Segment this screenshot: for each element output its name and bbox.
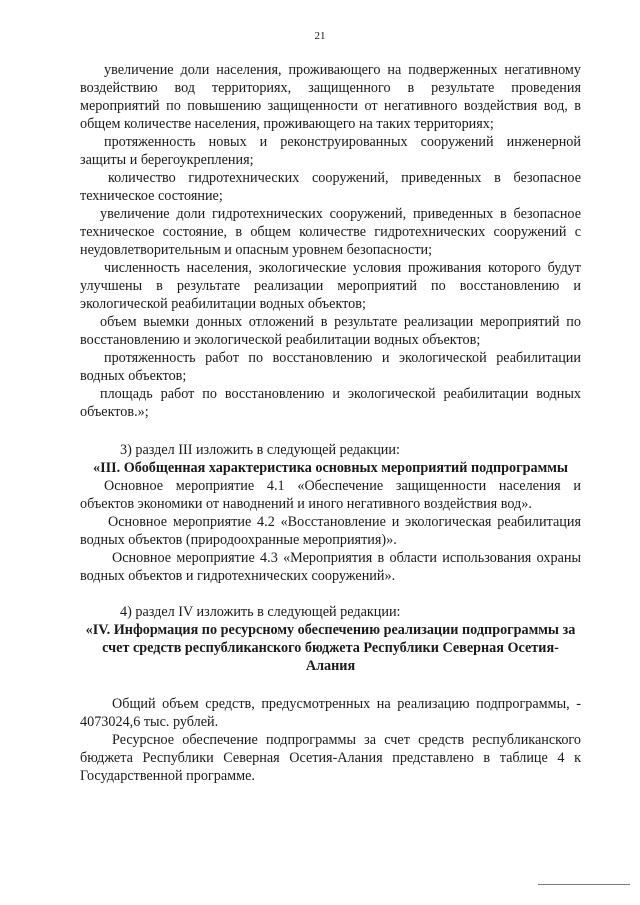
section4-resource-provision: Ресурсное обеспечение подпрограммы за счет средств республиканского бюджета Республики Северная Осетия-Алания представлено в таблице 4 к Государственной программе. xyxy=(80,732,581,784)
paragraph-works-area: площадь работ по восстановлению и экологической реабилитации водных объектов.»; xyxy=(80,386,581,420)
paragraph-population-count: численность населения, экологические условия проживания которого будут улучшены в результате реализации мероприятий по восстановлению и экологической реабилитации водных объектов; xyxy=(80,260,581,312)
paragraph-structures-count: количество гидротехнических сооружений, приведенных в безопасное техническое состояние; xyxy=(80,170,581,204)
section3-item-4-1: Основное мероприятие 4.1 «Обеспечение защищенности населения и объектов экономики от наводнений и иного негативного воздействия вод». xyxy=(80,478,581,512)
section3-item-4-3: Основное мероприятие 4.3 «Мероприятия в области использования охраны водных объектов и гидротехнических сооружений». xyxy=(80,550,581,584)
paragraph-works-length: протяженность работ по восстановлению и экологической реабилитации водных объектов; xyxy=(80,350,581,384)
section3-heading: «III. Обобщенная характеристика основных мероприятий подпрограммы xyxy=(93,460,568,476)
document-body xyxy=(80,61,581,785)
paragraph-population-share: увеличение доли населения, проживающего на подверженных негативному воздействию вод территориях, защищенного в результате проведения мероприятий по повышению защищенности от негативного воздействия вод, в общем количестве населения, проживающего на таких территориях; xyxy=(80,62,581,132)
section3-item-4-2: Основное мероприятие 4.2 «Восстановление и экологическая реабилитация водных объектов (природоохранные мероприятия)». xyxy=(80,514,581,548)
paragraph-protection-length: протяженность новых и реконструированных сооружений инженерной защиты и берегоукрепления; xyxy=(80,134,581,168)
paragraph-sediment-volume: объем выемки донных отложений в результате реализации мероприятий по восстановлению и экологической реабилитации водных объектов; xyxy=(80,314,581,348)
section4-heading: «IV. Информация по ресурсному обеспечению реализации подпрограммы за счет средств республиканского бюджета Республики Северная Осетия-Алания xyxy=(85,622,576,674)
section4-intro: 4) раздел IV изложить в следующей редакции: xyxy=(120,604,401,620)
section3-intro: 3) раздел III изложить в следующей редакции: xyxy=(120,442,400,458)
page-number: 21 xyxy=(314,30,326,42)
footer-rule xyxy=(538,884,630,885)
section4-total-funding: Общий объем средств, предусмотренных на реализацию подпрограммы, - 4073024,6 тыс. рублей. xyxy=(80,696,581,730)
paragraph-structures-share: увеличение доли гидротехнических сооружений, приведенных в безопасное техническое состояние, в общем количестве гидротехнических сооружений с неудовлетворительным и опасным уровнем безопасности; xyxy=(80,206,581,258)
